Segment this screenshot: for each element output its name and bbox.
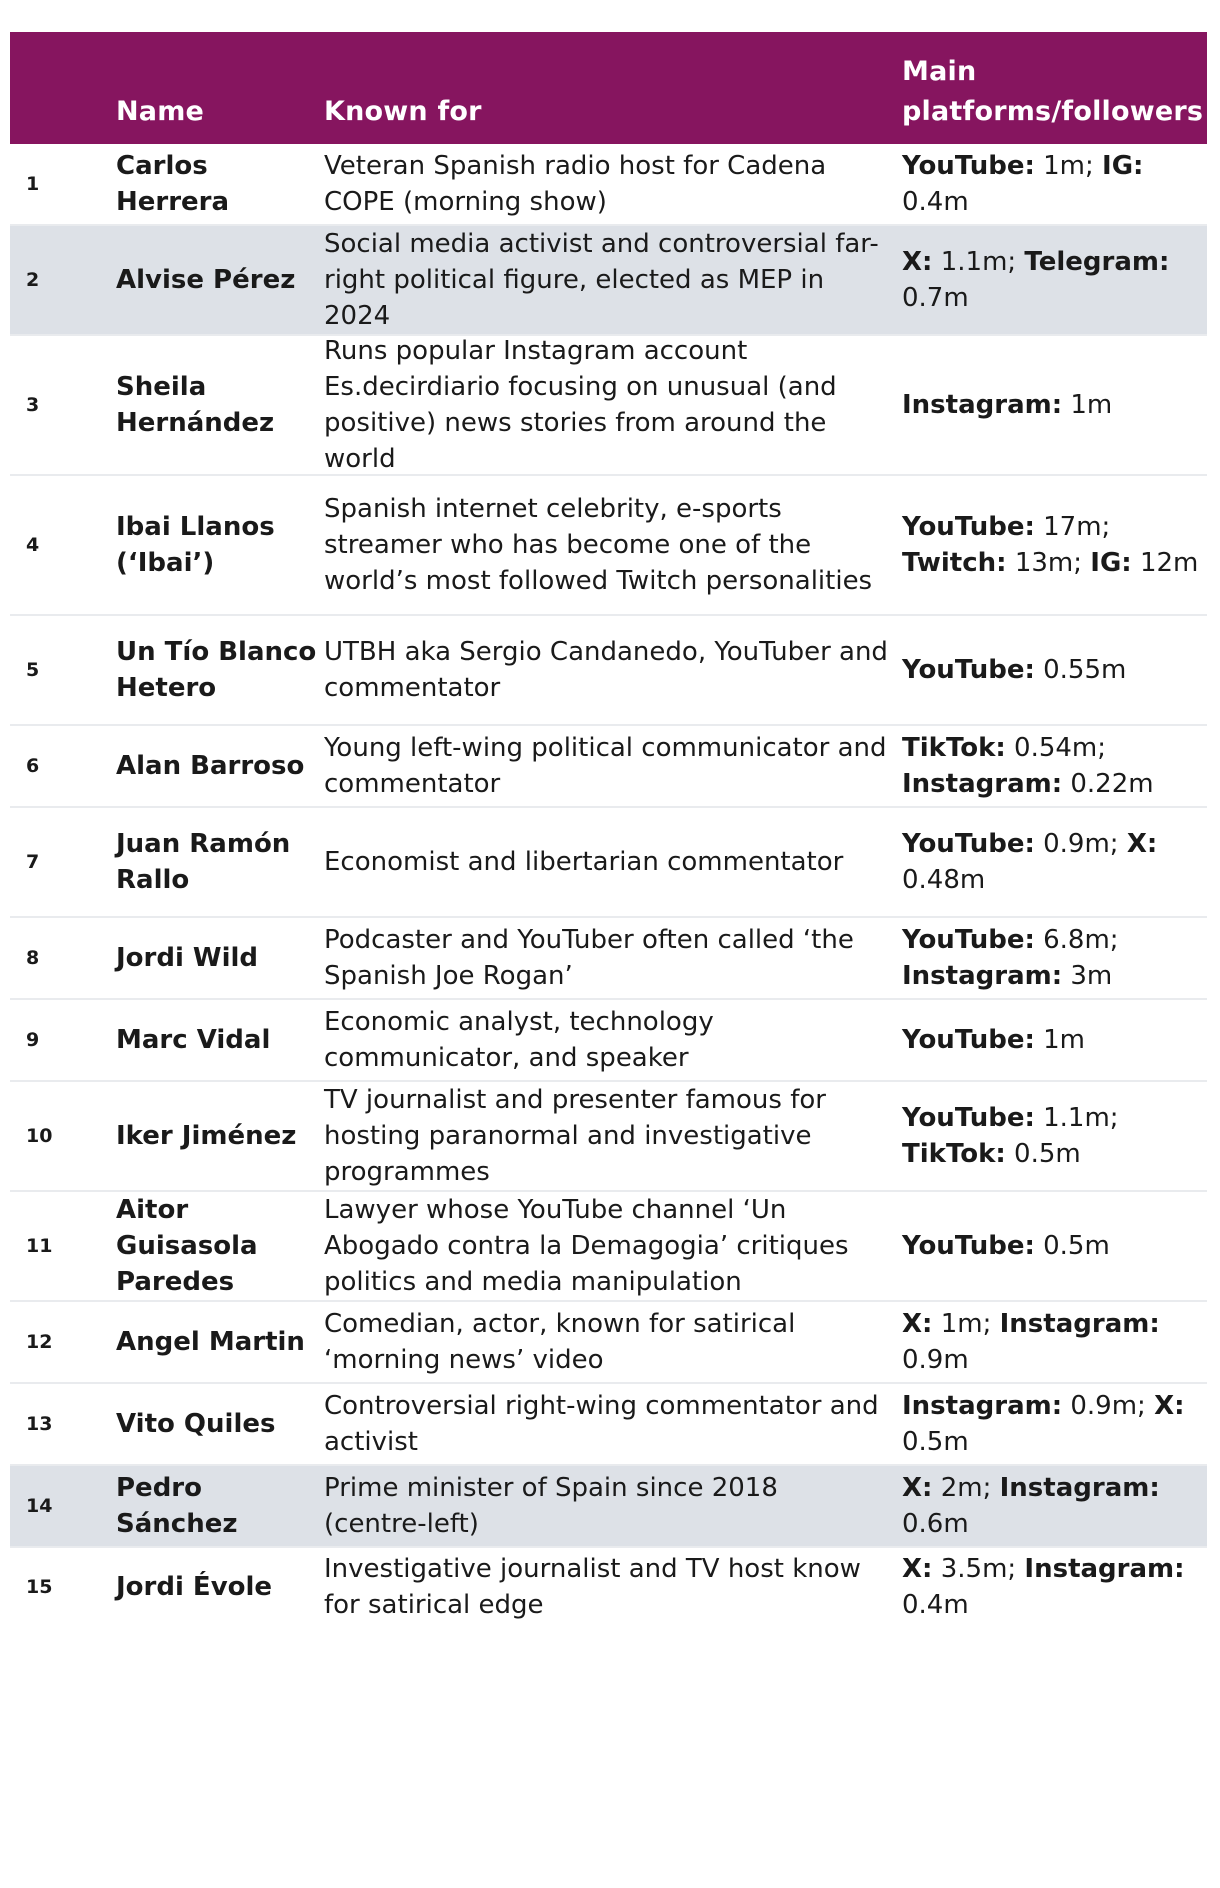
platform-name: X: <box>902 1473 933 1503</box>
platform-followers: 0.9m; <box>1034 829 1127 859</box>
table-row <box>10 144 1207 226</box>
row-platforms <box>902 1222 1207 1270</box>
platform-followers: 0.5m <box>1034 1231 1110 1261</box>
table-row <box>10 918 1207 1000</box>
row-number: 9 <box>26 1029 40 1051</box>
row-known-for: TV journalist and presenter famous for hosting paranormal and investigative programmes <box>324 1085 826 1187</box>
platform-followers: 0.4m <box>902 151 1152 217</box>
header-name: Name <box>116 96 205 127</box>
row-name: Pedro Sánchez <box>116 1473 238 1539</box>
row-known-for: Spanish internet celebrity, e-sports streamer who has become one of the world’s most followed Twitch personalities <box>324 494 873 596</box>
row-number: 10 <box>26 1125 53 1147</box>
row-platforms <box>902 1464 1207 1548</box>
platform-followers: 17m; <box>1034 512 1119 542</box>
row-number: 5 <box>26 659 40 681</box>
row-name: Angel Martin <box>116 1327 305 1357</box>
table-row <box>10 1548 1207 1626</box>
table-row <box>10 1466 1207 1548</box>
row-name: Aitor Guisasola Paredes <box>116 1195 258 1297</box>
platform-name: Instagram: <box>999 1309 1160 1339</box>
row-known-for: Economic analyst, technology communicator, and speaker <box>324 1007 714 1073</box>
row-platforms <box>902 381 1207 429</box>
platform-name: IG: <box>1090 548 1132 578</box>
platform-name: YouTube: <box>902 151 1035 181</box>
row-number: 3 <box>26 394 40 416</box>
platform-followers: 1m; <box>932 1309 1000 1339</box>
row-platforms <box>902 916 1207 1000</box>
platform-followers: 1.1m; <box>932 247 1025 277</box>
row-platforms <box>902 724 1207 808</box>
platform-name: IG: <box>1102 151 1144 181</box>
table-row <box>10 1082 1207 1192</box>
row-name: Carlos Herrera <box>116 151 230 217</box>
row-known-for: Social media activist and controversial far-right political figure, elected as MEP in 2024 <box>324 229 879 331</box>
platform-name: YouTube: <box>902 512 1035 542</box>
platform-name: Telegram: <box>1024 247 1170 277</box>
row-platforms <box>902 1545 1207 1629</box>
table-row <box>10 1384 1207 1466</box>
row-known-for: Veteran Spanish radio host for Cadena COPE (morning show) <box>324 151 827 217</box>
platform-name: YouTube: <box>902 925 1035 955</box>
platform-followers: 0.4m <box>902 1554 1193 1620</box>
table-body <box>10 144 1207 1626</box>
platform-name: Instagram: <box>902 961 1063 991</box>
row-name: Alvise Pérez <box>116 265 296 295</box>
row-number: 2 <box>26 269 40 291</box>
row-number: 11 <box>26 1235 53 1257</box>
platform-followers: 0.5m <box>902 1391 1193 1457</box>
row-name: Marc Vidal <box>116 1025 271 1055</box>
header-known-for: Known for <box>324 96 482 127</box>
platform-followers: 3m <box>1062 961 1113 991</box>
platform-followers: 0.5m <box>1005 1139 1081 1169</box>
table-row <box>10 808 1207 918</box>
row-platforms <box>902 238 1207 322</box>
table-row <box>10 1000 1207 1082</box>
row-known-for: UTBH aka Sergio Candanedo, YouTuber and commentator <box>324 637 888 703</box>
row-platforms <box>902 142 1207 226</box>
platform-name: Instagram: <box>902 390 1063 420</box>
row-name: Un Tío Blanco Hetero <box>116 637 317 703</box>
row-number: 8 <box>26 947 40 969</box>
row-number: 15 <box>26 1576 53 1598</box>
row-number: 4 <box>26 534 40 556</box>
platform-name: Instagram: <box>902 1391 1063 1421</box>
row-platforms <box>902 646 1207 694</box>
table-row <box>10 616 1207 726</box>
platform-name: X: <box>902 247 933 277</box>
row-platforms <box>902 1016 1207 1064</box>
row-known-for: Young left-wing political communicator and commentator <box>324 733 887 799</box>
row-platforms <box>902 1382 1207 1466</box>
row-known-for: Lawyer whose YouTube channel ‘Un Abogado contra la Demagogia’ critiques politics and media manipulation <box>324 1195 849 1297</box>
row-name: Alan Barroso <box>116 751 305 781</box>
platform-followers: 12m <box>1131 548 1199 578</box>
platform-name: YouTube: <box>902 1231 1035 1261</box>
table-header <box>10 32 1207 144</box>
platform-followers: 1.1m; <box>1034 1103 1127 1133</box>
table-row <box>10 726 1207 808</box>
row-known-for: Economist and libertarian commentator <box>324 847 844 877</box>
platform-followers: 2m; <box>932 1473 1000 1503</box>
platform-name: TikTok: <box>902 733 1006 763</box>
platform-followers: 1m <box>1034 1025 1085 1055</box>
table-row <box>10 336 1207 476</box>
row-name: Iker Jiménez <box>116 1121 297 1151</box>
platform-followers: 0.55m <box>1034 655 1127 685</box>
row-platforms <box>902 503 1207 587</box>
platform-name: Twitch: <box>902 548 1007 578</box>
platform-name: Instagram: <box>999 1473 1160 1503</box>
platform-name: X: <box>1154 1391 1185 1421</box>
row-known-for: Comedian, actor, known for satirical ‘morning news’ video <box>324 1309 796 1375</box>
platform-followers: 13m; <box>1006 548 1091 578</box>
row-known-for: Prime minister of Spain since 2018 (centre-left) <box>324 1473 778 1539</box>
row-name: Juan Ramón Rallo <box>116 829 291 895</box>
row-name: Vito Quiles <box>116 1409 276 1439</box>
platform-followers: 0.9m <box>902 1309 1168 1375</box>
row-number: 6 <box>26 755 40 777</box>
platform-followers: 1m <box>1062 390 1113 420</box>
platform-name: X: <box>902 1309 933 1339</box>
row-platforms <box>902 820 1207 904</box>
row-number: 12 <box>26 1331 53 1353</box>
header-platforms: Main platforms/followers <box>902 56 1204 127</box>
row-known-for: Investigative journalist and TV host know for satirical edge <box>324 1554 861 1620</box>
platform-name: Instagram: <box>902 769 1063 799</box>
row-number: 14 <box>26 1495 53 1517</box>
platform-followers: 0.7m <box>902 247 1178 313</box>
table-row <box>10 1192 1207 1302</box>
platform-name: TikTok: <box>902 1139 1006 1169</box>
row-known-for: Podcaster and YouTuber often called ‘the Spanish Joe Rogan’ <box>324 925 854 991</box>
influencers-table <box>10 32 1207 1626</box>
platform-name: YouTube: <box>902 655 1035 685</box>
platform-followers: 0.9m; <box>1062 1391 1155 1421</box>
platform-name: YouTube: <box>902 1103 1035 1133</box>
row-platforms <box>902 1300 1207 1384</box>
row-number: 7 <box>26 851 40 873</box>
table-row <box>10 226 1207 336</box>
platform-name: YouTube: <box>902 1025 1035 1055</box>
platform-followers: 0.48m <box>902 829 1166 895</box>
row-known-for: Runs popular Instagram account Es.decirdiario focusing on unusual (and positive) news stories from around the world <box>324 336 837 474</box>
row-platforms <box>902 1094 1207 1178</box>
table-row <box>10 1302 1207 1384</box>
platform-followers: 3.5m; <box>932 1554 1025 1584</box>
platform-followers: 6.8m; <box>1034 925 1127 955</box>
platform-name: Instagram: <box>1024 1554 1185 1584</box>
platform-followers: 0.22m <box>1062 769 1154 799</box>
row-name: Sheila Hernández <box>116 372 275 438</box>
table-row <box>10 476 1207 616</box>
row-number: 13 <box>26 1413 53 1435</box>
platform-name: YouTube: <box>902 829 1035 859</box>
platform-followers: 0.54m; <box>1005 733 1115 763</box>
platform-followers: 1m; <box>1034 151 1103 181</box>
header-number <box>10 132 116 144</box>
row-name: Jordi Wild <box>116 943 259 973</box>
platform-name: X: <box>902 1554 933 1584</box>
row-known-for: Controversial right-wing commentator and activist <box>324 1391 879 1457</box>
platform-followers: 0.6m <box>902 1473 1168 1539</box>
platform-name: X: <box>1126 829 1158 859</box>
row-name: Ibai Llanos (‘Ibai’) <box>116 512 275 578</box>
row-number: 1 <box>26 173 40 195</box>
row-name: Jordi Évole <box>116 1572 273 1602</box>
